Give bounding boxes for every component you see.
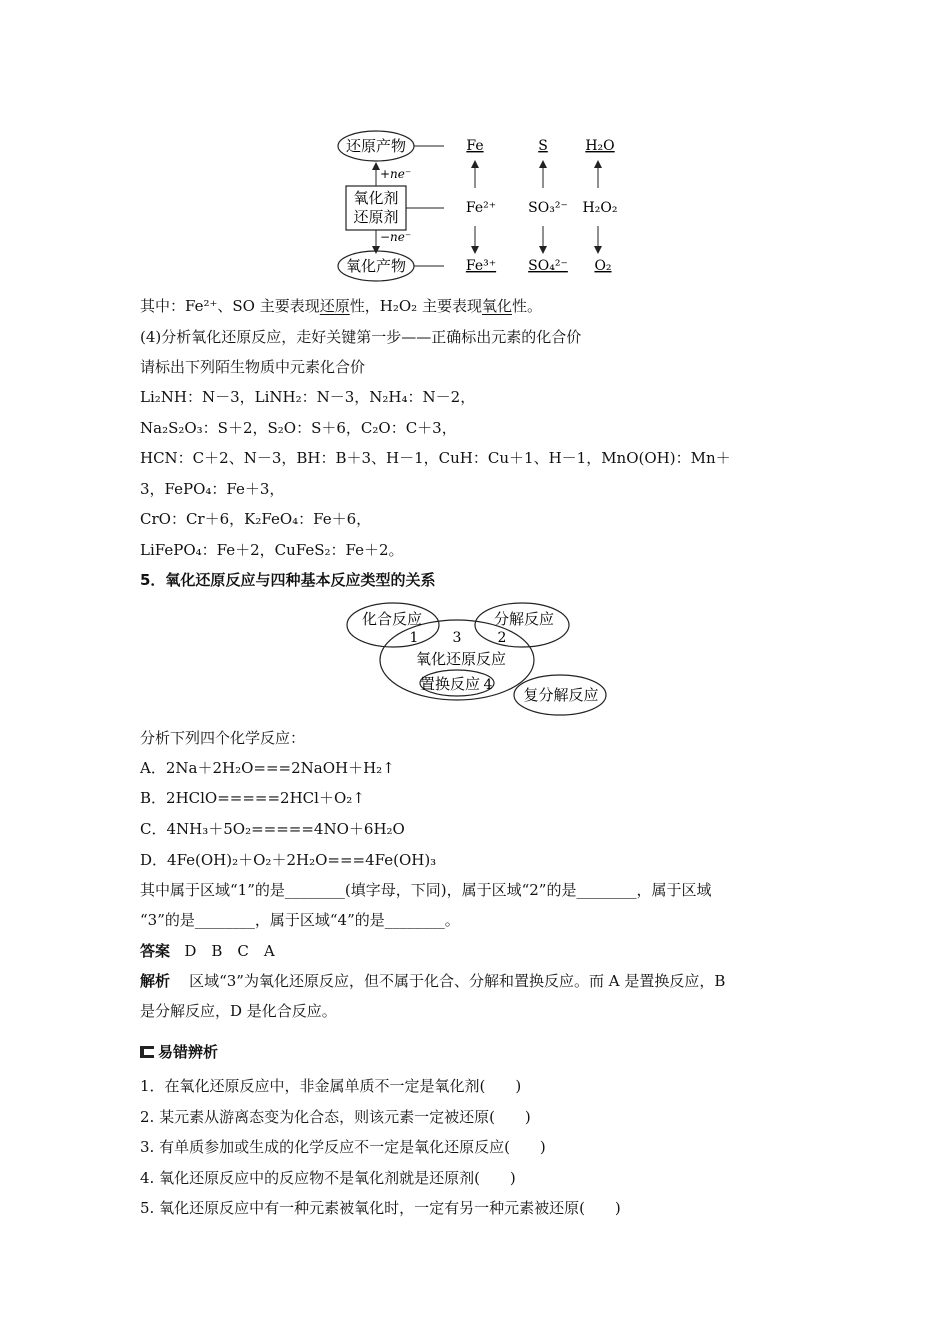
note-paragraph [140, 296, 542, 316]
region-1: 1 [409, 630, 419, 646]
item4-subtitle: 请标出下列陌生物质中元素化合价 [140, 358, 366, 376]
region-3: 3 [452, 630, 462, 646]
double-decomposition-ellipse [514, 675, 606, 715]
valence-line-4: 3，FePO₄：Fe＋3， [140, 480, 285, 498]
redox-ellipse [380, 620, 534, 700]
col1-bottom: Fe³⁺ [465, 258, 497, 274]
note-mid: 性，H₂O₂ 主要表现 [349, 297, 482, 315]
section-marker-icon [140, 1046, 154, 1058]
valence-line-6: LiFePO₄：Fe＋2，CuFeS₂：Fe＋2。 [140, 541, 404, 559]
double-decomposition-label: 复分解反应 [523, 686, 599, 704]
error-item-2: 2. 某元素从游离态变为化合态，则该元素一定被还原( ) [140, 1108, 531, 1126]
combination-ellipse [347, 603, 439, 647]
note-answer-1: 还原 [319, 297, 350, 315]
col1-top: Fe [466, 138, 484, 154]
reduction-product-label: 还原产物 [345, 137, 407, 155]
note-answer-2: 氧化 [481, 297, 512, 315]
error-item-4: 4. 氧化还原反应中的反应物不是氧化剂就是还原剂( ) [140, 1169, 516, 1187]
error-item-1: 1．在氧化还原反应中，非金属单质不一定是氧化剂( ) [140, 1077, 522, 1095]
reaction-c: C．4NH₃＋5O₂=====4NO＋6H₂O [140, 820, 405, 838]
gain-electrons-label: +ne⁻ [380, 167, 412, 181]
note-suffix: 性。 [511, 297, 542, 315]
note-prefix: 其中：Fe²⁺、SO 主要表现 [140, 297, 320, 315]
reaction-a: A．2Na＋2H₂O===2NaOH＋H₂↑ [140, 759, 395, 777]
replacement-ellipse [420, 670, 494, 696]
valence-line-1: Li₂NH：N－3，LiNH₂：N－3，N₂H₄：N－2， [140, 388, 476, 406]
valence-line-2: Na₂S₂O₃：S＋2，S₂O：S＋6，C₂O：C＋3， [140, 419, 457, 437]
item4-title: (4)分析氧化还原反应，走好关键第一步——正确标出元素的化合价 [140, 328, 582, 346]
redox-diagram [0, 0, 950, 300]
combination-label: 化合反应 [361, 610, 423, 628]
col3-top: H₂O [585, 138, 615, 154]
answer-label: 答案 [140, 942, 171, 960]
analysis-line-1: 区域“3”为氧化还原反应，但不属于化合、分解和置换反应。而 A 是置换反应，B [189, 972, 726, 990]
error-item-5: 5. 氧化还原反应中有一种元素被氧化时，一定有另一种元素被还原( ) [140, 1199, 621, 1217]
section5-title: 5．氧化还原反应与四种基本反应类型的关系 [140, 571, 436, 589]
col2-mid: SO₃²⁻ [528, 200, 568, 216]
valence-line-5: CrO：Cr＋6，K₂FeO₄：Fe＋6， [140, 510, 372, 528]
error-section-header [140, 1042, 218, 1062]
question-line-1: 其中属于区域“1”的是________(填字母，下同)，属于区域“2”的是________，属于区域 [140, 881, 712, 899]
analysis-row [140, 971, 725, 991]
answer-text: D B C A [184, 942, 275, 960]
reducing-agent-label: 还原剂 [353, 208, 399, 226]
col3-bottom: O₂ [594, 258, 612, 274]
reaction-b: B．2HClO=====2HCl＋O₂↑ [140, 789, 365, 807]
valence-line-3: HCN：C＋2、N－3，BH：B＋3、H－1，CuH：Cu＋1、H－1，MnO(OH)：Mn＋ [140, 449, 731, 467]
reaction-d: D．4Fe(OH)₂＋O₂＋2H₂O===4Fe(OH)₃ [140, 851, 437, 869]
decomposition-label: 分解反应 [493, 610, 555, 628]
region-2: 2 [497, 630, 507, 646]
error-section-title: 易错辨析 [158, 1043, 219, 1061]
analyze-intro: 分析下列四个化学反应： [140, 729, 306, 747]
oxidizing-agent-label: 氧化剂 [353, 189, 399, 207]
replacement-label: 置换反应 [419, 675, 481, 693]
col2-top: S [538, 138, 548, 154]
error-item-3: 3. 有单质参加或生成的化学反应不一定是氧化还原反应( ) [140, 1138, 546, 1156]
answer-row [140, 941, 275, 961]
region-4: 4 [483, 677, 493, 693]
col3-mid: H₂O₂ [582, 200, 618, 216]
loss-electrons-label: −ne⁻ [380, 230, 412, 244]
oxidation-product-label: 氧化产物 [345, 257, 407, 275]
question-line-2: “3”的是________，属于区域“4”的是________。 [140, 911, 460, 929]
col2-bottom: SO₄²⁻ [528, 258, 568, 274]
decomposition-ellipse [475, 603, 569, 647]
analysis-line-2: 是分解反应，D 是化合反应。 [140, 1002, 337, 1020]
analysis-label: 解析 [140, 972, 171, 990]
col1-mid: Fe²⁺ [465, 200, 497, 216]
redox-label: 氧化还原反应 [415, 650, 507, 668]
